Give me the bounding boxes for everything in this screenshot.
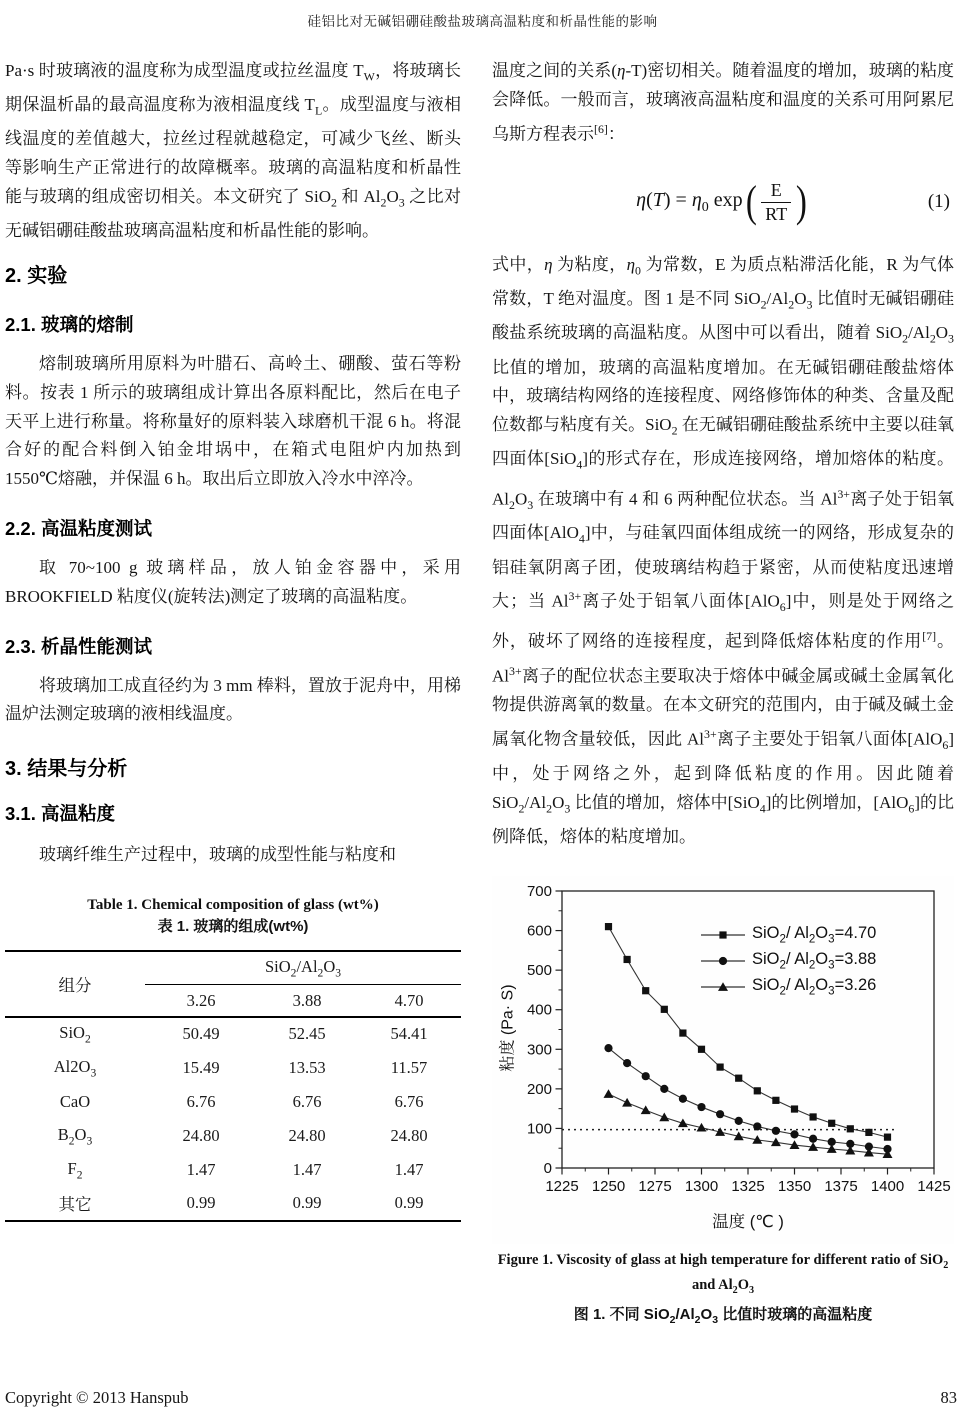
table-cell: 15.49 [182, 1057, 220, 1077]
circle-marker [735, 1116, 743, 1124]
heading-viscosity-test: 2.2. 高温粘度测试 [5, 517, 152, 539]
square-marker [679, 1029, 686, 1036]
table-cell: 24.80 [182, 1125, 220, 1145]
footer-page-number: 83 [940, 1388, 957, 1407]
row-label: $F_2$ [67, 1158, 83, 1182]
row-label: SiO$_2$ [59, 1023, 91, 1046]
arrhenius-equation [492, 163, 954, 241]
circle-marker [679, 1094, 687, 1102]
figure-caption-zh: 图 1. 不同 $SiO_2/Al_2O_3$ 比值时玻璃的高温粘度 [573, 1306, 873, 1327]
table-subheader-470: 4.70 [357, 985, 461, 1017]
triangle-marker [641, 1105, 651, 1114]
row-label: 其它 [58, 1195, 92, 1215]
y-tick-label: 400 [526, 1001, 552, 1019]
square-marker [642, 987, 649, 994]
square-marker [661, 1005, 668, 1012]
table-cell: 1.47 [394, 1159, 424, 1179]
figure-1 [492, 876, 954, 1244]
paragraph-arrhenius-intro: 温度之间的关系(η-T)密切相关。随着温度的增加，玻璃的粘度会降低。一般而言，玻璃液高温粘度和温度的关系可用阿累尼乌斯方程表示[6]： [492, 61, 954, 144]
table-caption-en: Table 1. Chemical composition of glass (wt%) [87, 896, 379, 913]
equation-close-paren: ) [796, 177, 808, 227]
equation-denominator: RT [761, 202, 791, 226]
heading-crystallization-test: 2.3. 析晶性能测试 [5, 635, 152, 657]
table-cell: 6.76 [186, 1091, 216, 1111]
series-line-circle [609, 1048, 888, 1149]
x-tick-label: 1300 [684, 1177, 719, 1195]
heading-glass-melting: 2.1. 玻璃的熔制 [5, 313, 134, 335]
legend-item [700, 974, 876, 1000]
heading-experiment: 2. 实验 [5, 264, 68, 287]
circle-marker [623, 1059, 631, 1067]
square-marker [847, 1125, 854, 1132]
y-tick-label: 0 [543, 1159, 552, 1177]
table-cell: 11.57 [390, 1057, 428, 1077]
circle-marker [697, 1103, 705, 1111]
circle-marker [660, 1084, 668, 1092]
paper-title: 硅铝比对无碱铝硼硅酸盐玻璃高温粘度和析晶性能的影响 [307, 14, 658, 29]
footer-copyright: Copyright © 2013 Hanspub [5, 1388, 189, 1407]
table-cell: 24.80 [288, 1125, 326, 1145]
x-tick-label: 1225 [545, 1177, 579, 1195]
x-tick-label: 1325 [731, 1177, 765, 1195]
table-cell: 13.53 [288, 1057, 326, 1077]
y-tick-label: 300 [526, 1040, 552, 1058]
chart-legend [700, 922, 876, 1000]
row-label: $Al2O_3$ [53, 1056, 97, 1080]
table-header-component: 组分 [5, 951, 145, 1017]
legend-label: SiO$_2$/ $Al_2O_3=4.70$ [752, 923, 877, 946]
triangle-marker [659, 1112, 669, 1121]
equation-numerator: E [770, 180, 782, 201]
x-tick-label: 1250 [591, 1177, 626, 1195]
circle-marker [772, 1126, 780, 1134]
chart-y-axis-label: 粘度 (Pa· S) [499, 984, 517, 1072]
legend-label: SiO$_2$/ $Al_2O_3=3.26$ [752, 975, 877, 998]
triangle-marker [678, 1118, 688, 1127]
table-cell: 24.80 [390, 1125, 428, 1145]
table-cell: 0.99 [394, 1193, 424, 1213]
table-cell: 6.76 [292, 1091, 322, 1111]
y-tick-label: 200 [526, 1080, 552, 1098]
y-tick-label: 700 [526, 882, 552, 900]
paragraph-discussion: 式中，η 为粘度，$\eta_0$ 为常数，E 为质点粘滞活化能，R 为气体常数，T 绝对温度。图 1 是不同 $SiO_2/Al_2O_3$ 比值时无碱铝硼硅酸盐系统玻璃的高温粘度。从图中可以看出，随着 $SiO_2/Al_2O_3$ 比值的增加，玻璃的高温粘度增加。在无碱铝硼硅酸盐熔体中，玻璃结构网络的连接程度、网络修饰体的种类、含量及配位数都与粘度有关。SiO$_2$ 在无碱铝硼硅酸盐系统中主要以硅氧四面体[SiO$_4$]的形式存在，形成连接网络，增加熔体的粘度。$Al_2O_3$ 在玻璃中有 4 和 6 两种配位状态。当 $Al^{3+}$离子处于铝氧四面体[AlO$_4$]中，与硅氧四面体组成统一的网络，形成复杂的铝硅氧阴离子团，使玻璃结构趋于紧密，从而使粘度迅速增大；当 $Al^{3+}$离子处于铝氧八面体[AlO$_6$]中，则是处于网络之外，破坏了网络的连接程度，起到降低熔体粘度的作用[7]。$Al^{3+}$离子的配位状态主要取决于熔体中碱金属或碱土金属氧化物提供游离氧的数量。在本文研究的范围内，由于碱及碱土金属氧化物含量较低，因此 $Al^{3+}$离子主要处于铝氧八面体[AlO$_6$]中，处于网络之外，起到降低粘度的作用。因此随着 $SiO_2/Al_2O_3$ 比值的增加，熔体中[SiO$_4$]的比例增加，[AlO$_6$]的比例降低，熔体的粘度增加。 [492, 255, 955, 846]
row-label: CaO [59, 1091, 91, 1111]
square-marker [717, 1063, 724, 1070]
triangle-marker [622, 1097, 632, 1106]
triangle-marker [604, 1089, 614, 1098]
table-subheader-388: 3.88 [257, 985, 357, 1017]
paragraph-viscosity-test: 取 70~100 g 玻璃样品，放人铂金容器中，采用 BROOKFIELD 粘度仪(旋转法)测定了玻璃的高温粘度。 [5, 557, 461, 606]
heading-high-temp-viscosity: 3.1. 高温粘度 [5, 803, 115, 825]
paragraph-fiber-production: 玻璃纤维生产过程中，玻璃的成型性能与粘度和 [39, 845, 396, 865]
equation-fraction [761, 179, 791, 225]
square-marker [828, 1119, 835, 1126]
table-cell: 6.76 [394, 1091, 424, 1111]
legend-item [700, 922, 876, 948]
square-marker [772, 1096, 779, 1103]
square-marker [735, 1074, 742, 1081]
figure-caption [492, 1250, 954, 1333]
table-cell: 0.99 [292, 1193, 322, 1213]
table-cell: 1.47 [292, 1159, 322, 1179]
square-marker [810, 1113, 817, 1120]
legend-marker-sample [700, 980, 746, 994]
y-tick-label: 100 [526, 1120, 552, 1138]
circle-marker [716, 1110, 724, 1118]
circle-marker [642, 1072, 650, 1080]
circle-marker [809, 1134, 817, 1142]
square-marker [719, 931, 726, 938]
circle-marker [604, 1044, 612, 1052]
x-tick-label: 1275 [638, 1177, 672, 1195]
x-tick-label: 1425 [917, 1177, 951, 1195]
square-marker [884, 1133, 891, 1140]
x-tick-label: 1350 [777, 1177, 812, 1195]
heading-results: 3. 结果与分析 [5, 758, 128, 781]
table-header-ratio: $SiO_2/Al_2O_3$ [145, 951, 461, 985]
legend-marker-sample [700, 954, 746, 968]
composition-table-body [5, 1017, 461, 1221]
legend-item [700, 948, 876, 974]
table-subheader-326: 3.26 [145, 985, 257, 1017]
table-row [5, 1187, 461, 1221]
composition-table-head [5, 951, 461, 1017]
circle-marker [719, 956, 727, 964]
table-row [5, 1017, 461, 1051]
table-caption-zh: 表 1. 玻璃的组成(wt%) [157, 917, 309, 935]
table-caption [5, 894, 461, 938]
paragraph-intro: Pa·s 时玻璃液的温度称为成型温度或拉丝温度 $T_W$，将玻璃长期保温析晶的最高温度称为液相温度线 $T_L$。成型温度与液相线温度的差值越大，拉丝过程就越稳定，可减少飞丝、断头等影响生产正常进行的故障概率。玻璃的高温粘度和析晶性能与玻璃的组成密切相关。本文研究了 SiO$_2$ 和 $Al_2O_3$ 之比对无碱铝硼硅酸盐玻璃高温粘度和析晶性能的影响。 [5, 61, 462, 241]
table-row [5, 1051, 461, 1085]
circle-marker [790, 1130, 798, 1138]
square-marker [605, 923, 612, 930]
square-marker [754, 1087, 761, 1094]
equation-open-paren: ( [745, 177, 757, 227]
paragraph-melting: 熔制玻璃所用原料为叶腊石、高岭土、硼酸、萤石等粉料。按表 1 所示的玻璃组成计算出各原料配比，然后在电子天平上进行称量。将称量好的原料装入球磨机干混 6 h。将混合好的配合料倒入铂金坩埚中，在箱式电阻炉内加热到 1550℃熔融，并保温 6 h。取出后立即放入冷水中淬冷。 [5, 353, 461, 489]
equation-number: (1) [927, 191, 950, 213]
legend-marker-sample [700, 928, 746, 942]
row-label: $B_2O_3$ [57, 1124, 93, 1148]
paragraph-crystallization-test: 将玻璃加工成直径约为 3 mm 棒料，置放于泥舟中，用梯温炉法测定玻璃的液相线温度。 [5, 675, 461, 724]
square-marker [698, 1045, 705, 1052]
composition-table [5, 950, 461, 1222]
circle-marker [753, 1122, 761, 1130]
table-row [5, 1153, 461, 1187]
equation-lhs: $\eta(T) = \eta_0$ exp [636, 188, 743, 215]
x-tick-label: 1375 [824, 1177, 858, 1195]
right-column [492, 57, 954, 1332]
square-marker [624, 955, 631, 962]
square-marker [865, 1128, 872, 1135]
left-column [5, 57, 461, 1222]
x-tick-label: 1400 [870, 1177, 905, 1195]
figure-caption-en: Figure 1. Viscosity of glass at high temperature for different ratio of SiO$_2$ and $Al_2O_3$ [497, 1251, 949, 1297]
table-cell: 50.49 [182, 1024, 220, 1044]
table-cell: 0.99 [186, 1193, 216, 1213]
legend-label: SiO$_2$/ $Al_2O_3=3.88$ [752, 949, 877, 972]
table-cell: 52.45 [288, 1024, 326, 1044]
table-row [5, 1085, 461, 1119]
table-cell: 54.41 [390, 1024, 428, 1044]
square-marker [791, 1105, 798, 1112]
y-tick-label: 600 [526, 922, 552, 940]
y-tick-label: 500 [526, 961, 552, 979]
table-cell: 1.47 [186, 1159, 216, 1179]
table-row [5, 1119, 461, 1153]
chart-x-axis-label: 温度 (℃ ) [712, 1212, 784, 1231]
